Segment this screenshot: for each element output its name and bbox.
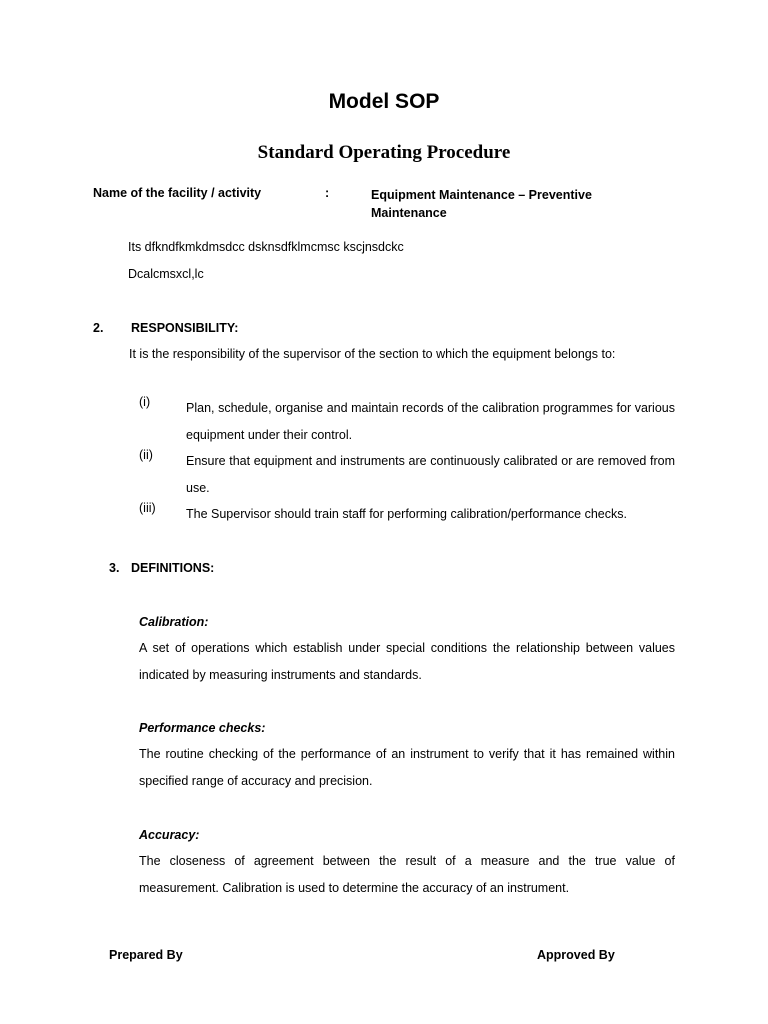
approved-by-label: Approved By xyxy=(537,948,615,962)
definition-text: The closeness of agreement between the result of a measure and the true value of measurement. Calibration is used to determine the accuracy of an instrument. xyxy=(139,854,675,895)
section-3-number: 3. xyxy=(109,561,120,575)
facility-separator: : xyxy=(325,186,330,200)
prepared-by-label: Prepared By xyxy=(109,948,183,962)
definition-term: Accuracy: xyxy=(139,828,200,842)
facility-label: Name of the facility / activity xyxy=(93,186,262,200)
intro-line-1: Its dfkndfkmkdmsdcc dsknsdfklmcmsc kscjnsdckc xyxy=(128,240,404,254)
list-item-number: (i) xyxy=(139,395,151,409)
section-2-text: It is the responsibility of the supervisor of the section to which the equipment belongs to: xyxy=(129,347,616,361)
facility-value: Equipment Maintenance – Preventive Maintenance xyxy=(371,188,592,220)
definition-text: A set of operations which establish under special conditions the relationship between values indicated by measuring instruments and standards. xyxy=(139,641,675,682)
definition-term: Calibration: xyxy=(139,615,209,629)
list-item-number: (ii) xyxy=(139,448,153,462)
list-item-text: Plan, schedule, organise and maintain records of the calibration programmes for various equipment under their control. xyxy=(186,401,675,442)
definition-text: The routine checking of the performance of an instrument to verify that it has remained within specified range of accuracy and precision. xyxy=(139,747,675,788)
section-2-number: 2. xyxy=(93,321,104,335)
list-item-number: (iii) xyxy=(139,501,156,515)
document-subtitle: Standard Operating Procedure xyxy=(257,142,511,163)
definition-term: Performance checks: xyxy=(139,721,266,735)
intro-line-2: Dcalcmsxcl,lc xyxy=(128,267,204,281)
section-3-heading: DEFINITIONS: xyxy=(131,561,215,575)
document-title: Model SOP xyxy=(328,90,440,113)
section-2-heading: RESPONSIBILITY: xyxy=(131,321,239,335)
list-item-text: Ensure that equipment and instruments are continuously calibrated or are removed from use. xyxy=(186,454,675,495)
list-item-text: The Supervisor should train staff for performing calibration/performance checks. xyxy=(186,507,627,521)
